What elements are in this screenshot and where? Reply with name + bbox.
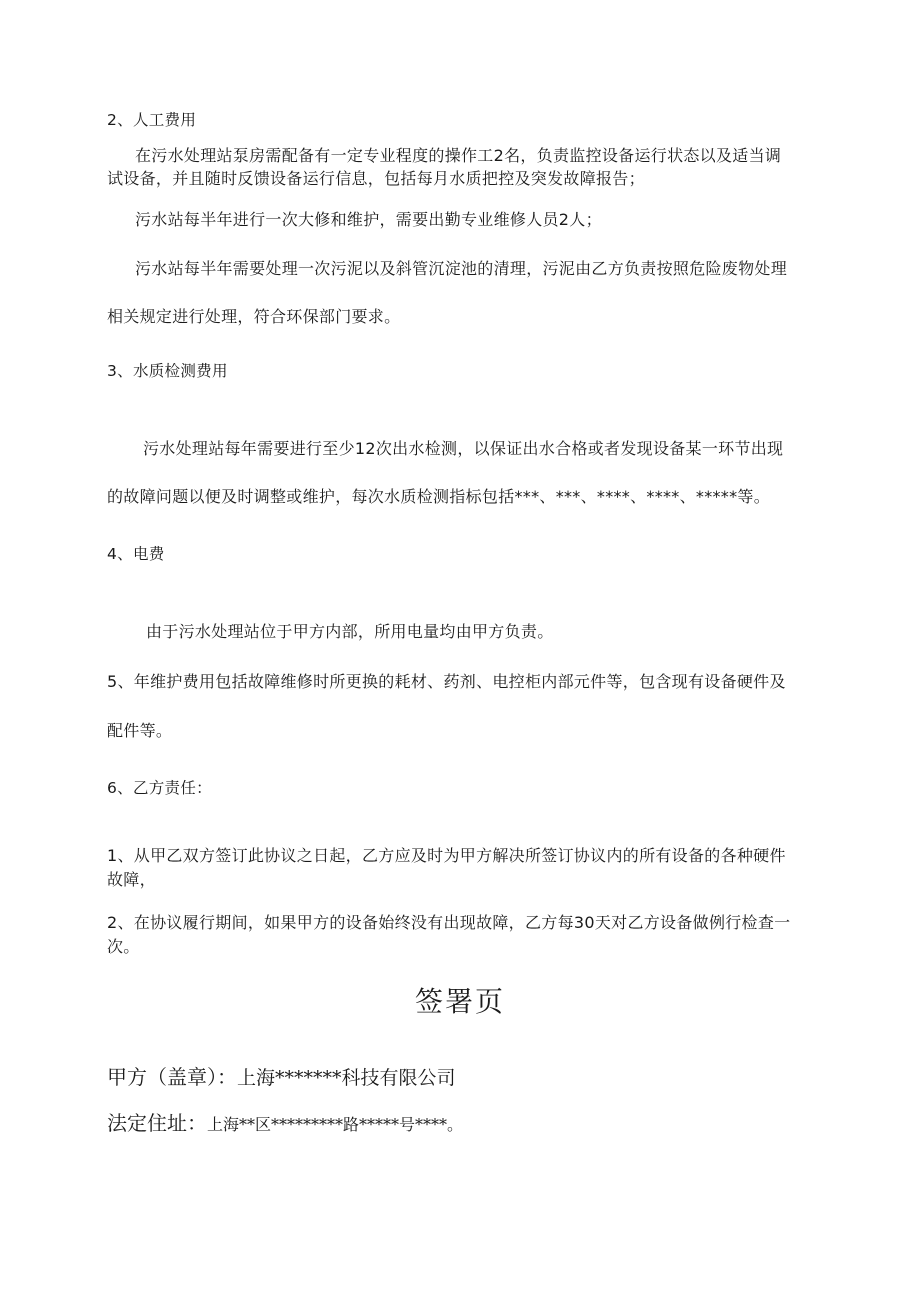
labor-paragraph-3-line-1: 污水站每半年需要处理一次污泥以及斜管沉淀池的清理，污泥由乙方负责按照危险废物处理 — [135, 259, 788, 278]
party-b-item-2-line-2: 次。 — [107, 937, 140, 956]
section-heading-electricity: 4、电费 — [107, 545, 165, 563]
labor-paragraph-1-line-1: 在污水处理站泵房需配备有一定专业程度的操作工2名，负责监控设备运行状态以及适当调 — [135, 146, 782, 165]
electricity-paragraph: 由于污水处理站位于甲方内部，所用电量均由甲方负责。 — [146, 622, 554, 641]
party-b-item-2-line-1: 2、在协议履行期间，如果甲方的设备始终没有出现故障，乙方每30天对乙方设备做例行检查一 — [107, 913, 791, 932]
water-test-paragraph-line-2: 的故障问题以便及时调整或维护，每次水质检测指标包括***、***、****、****、*****等。 — [107, 487, 771, 506]
party-a-value: 上海*******科技有限公司 — [237, 1067, 456, 1089]
party-b-item-1-line-1: 1、从甲乙双方签订此协议之日起，乙方应及时为甲方解决所签订协议内的所有设备的各种硬件 — [107, 846, 786, 865]
party-a-line — [107, 1064, 456, 1092]
water-test-paragraph-line-1: 污水处理站每年需要进行至少12次出水检测，以保证出水合格或者发现设备某一环节出现 — [143, 439, 784, 458]
party-a-label: 甲方（盖章）： — [107, 1065, 237, 1089]
address-label: 法定住址： — [107, 1111, 207, 1135]
party-b-item-1-line-2: 故障， — [107, 870, 156, 889]
signature-page-title: 签署页 — [414, 985, 505, 1018]
address-line — [107, 1110, 463, 1138]
section-heading-labor: 2、人工费用 — [107, 111, 197, 129]
labor-paragraph-1-line-2: 试设备，并且随时反馈设备运行信息，包括每月水质把控及突发故障报告； — [107, 169, 645, 188]
labor-paragraph-3-line-2: 相关规定进行处理，符合环保部门要求。 — [107, 307, 401, 326]
section-heading-water-test: 3、水质检测费用 — [107, 362, 228, 380]
section-heading-party-b: 6、乙方责任： — [107, 779, 212, 797]
address-value: 上海**区*********路*****号****。 — [207, 1115, 464, 1134]
maintenance-line-2: 配件等。 — [107, 721, 173, 740]
maintenance-line-1: 5、年维护费用包括故障维修时所更换的耗材、药剂、电控柜内部元件等，包含现有设备硬件及 — [107, 672, 786, 691]
labor-paragraph-2: 污水站每半年进行一次大修和维护，需要出勤专业维修人员2人； — [135, 210, 602, 229]
